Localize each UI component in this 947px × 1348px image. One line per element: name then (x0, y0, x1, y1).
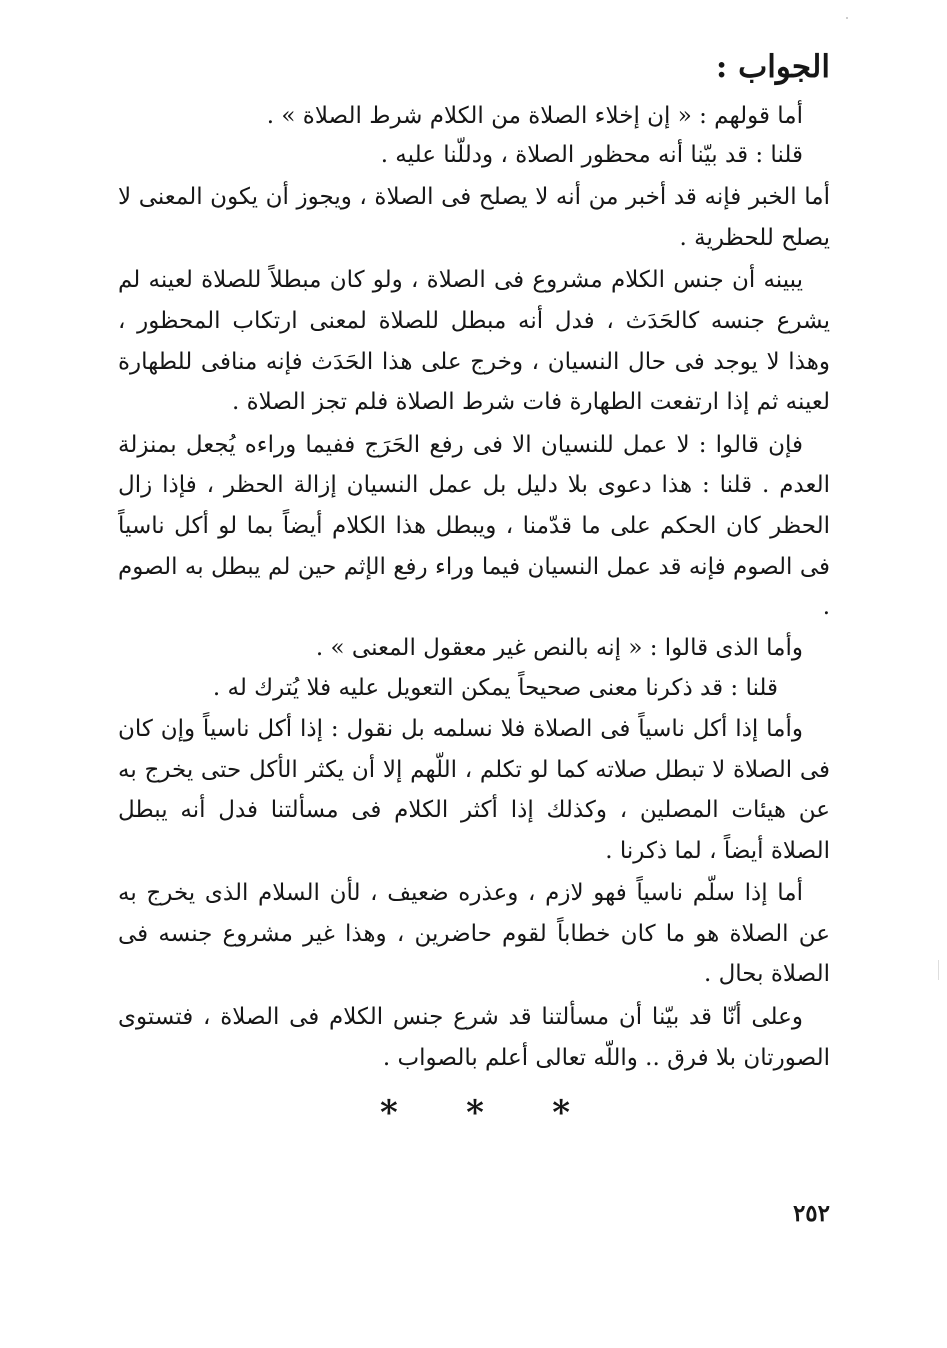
paragraph-1: أما قولهم : « إن إخلاء الصلاة من الكلام شرط الصلاة » . (266, 103, 803, 129)
separator-star: * (466, 1093, 484, 1133)
page-body (118, 38, 830, 1078)
paragraph-6: وأما الذى قالوا : « إنه بالنص غير معقول المعنى » . (315, 634, 803, 661)
paragraph-9: أما إذا سلّم ناسياً فهو لازم ، وعذره ضعيف ، لأن السلام الذى يخرج به عن الصلاة هو ما كان خطاباً لقوم حاضرين ، وهذا غير مشروع جنسه فى الصلاة بحال . (118, 880, 830, 988)
separator-star: * (552, 1093, 570, 1133)
paragraph-4: يبينه أن جنس الكلام مشروع فى الصلاة ، ولو كان مبطلاً للصلاة لعينه لم يشرع جنسه كالحَدَث ، فدل أنه مبطل للصلاة لمعنى ارتكاب المحظور ، وهذا لا يوجد فى حال النسيان ، وخرج على هذا الحَدَث فإنه منافى للطهارة لعينه ثم إذا ارتفعت الطهارة فات شرط الصلاة فلم تجز الصلاة . (118, 267, 830, 416)
paragraph-5: فإن قالوا : لا عمل للنسيان الا فى رفع الحَرَج ففيما وراءه يُجعل بمنزلة العدم . قلنا : هذا دعوى بلا دليل بل عمل النسيان إزالة الحظر ، فإذا زال الحظر كان الحكم على ما قدّمنا ، ويبطل هذا الكلام أيضاً بما لو أكل ناسياً فى الصوم فإنه قد عمل النسيان فيما وراء رفع الإثم حين لم يبطل به الصوم . (118, 431, 830, 621)
scan-edge-mark (938, 960, 939, 980)
paragraph-10: وعلى أنّا قد بيّنا أن مسألتنا قد شرع جنس الكلام فى الصلاة ، فتستوى الصورتان بلا فرق .. واللّه تعالى أعلم بالصواب . (118, 1004, 830, 1071)
separator-star: * (380, 1093, 398, 1133)
scan-speck (846, 17, 848, 19)
answer-heading: الجواب : (715, 49, 830, 85)
section-separator (380, 1093, 570, 1133)
page-number: ٢٥٢ (792, 1200, 830, 1227)
paragraph-7: قلنا : قد ذكرنا معنى صحيحاً يمكن التعويل عليه فلا يُترك له . (212, 675, 778, 702)
paragraph-8: وأما إذا أكل ناسياً فى الصلاة فلا نسلمه بل نقول : إذا أكل ناسياً وإن كان فى الصلاة لا تبطل صلاته كما لو تكلم ، اللّهم إلا أن يكثر الأكل حتى يخرج به عن هيئات المصلين ، وكذلك إذا أكثر الكلام فى مسألتنا فدل أنه يبطل الصلاة أيضاً ، لما ذكرنا . (118, 715, 830, 864)
paragraph-3: أما الخبر فإنه قد أخبر من أنه لا يصلح فى الصلاة ، ويجوز أن يكون المعنى لا يصلح للحظرية . (118, 184, 830, 251)
paragraph-2: قلنا : قد بيّنا أنه محظور الصلاة ، ودللّنا عليه . (380, 141, 803, 168)
